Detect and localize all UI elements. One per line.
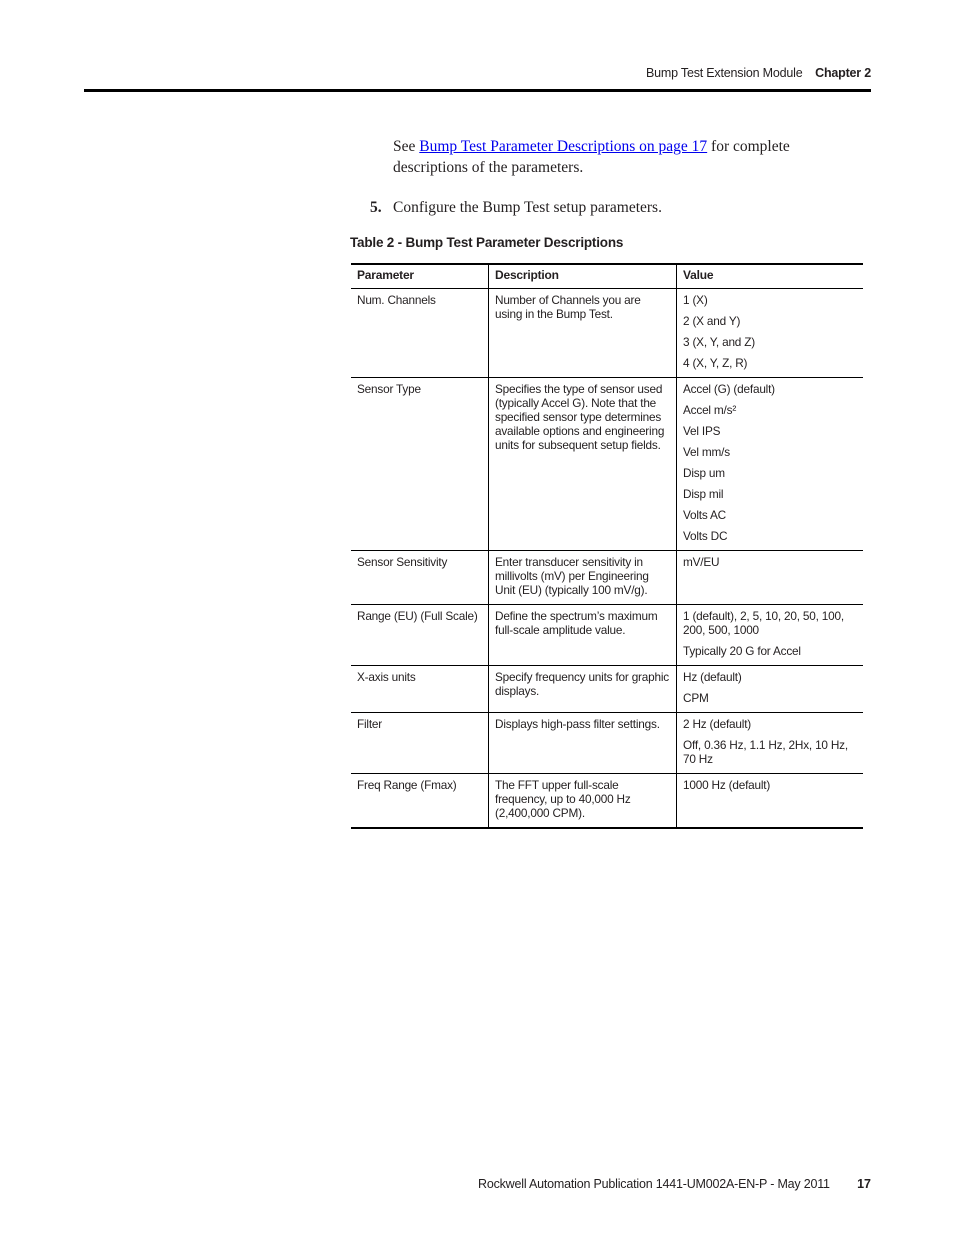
table-row [351,666,863,713]
cross-reference-link[interactable]: Bump Test Parameter Descriptions on page 17 [419,138,708,155]
value-option: 1 (X) [683,293,708,307]
value-option: 2 Hz (default) [683,717,752,731]
parameter-table [351,263,863,829]
value-option: Off, 0.36 Hz, 1.1 Hz, 2Hx, 10 Hz, 70 Hz [683,738,848,766]
description-cell: Enter transducer sensitivity in millivolts (mV) per Engineering Unit (EU) (typically 100 mV/g). [489,551,677,605]
value-option: Disp mil [683,487,724,501]
value-cell [677,713,864,774]
value-cell [677,289,864,378]
value-option: Typically 20 G for Accel [683,644,801,658]
value-option: Disp um [683,466,725,480]
value-option: Volts DC [683,529,728,543]
parameter-cell: Freq Range (Fmax) [351,774,489,829]
description-cell: Displays high-pass filter settings. [489,713,677,774]
column-header-description: Description [489,264,677,289]
value-option: Vel IPS [683,424,721,438]
value-option: Hz (default) [683,670,742,684]
intro-paragraph [393,136,823,178]
column-header-parameter: Parameter [351,264,489,289]
footer-page-number: 17 [857,1177,871,1191]
intro-prefix: See [393,138,420,155]
table-row [351,289,863,378]
description-cell: Specifies the type of sensor used (typically Accel G). Note that the specified sensor type determines available options and engineering units for subsequent setup fields. [489,378,677,551]
value-option: mV/EU [683,555,720,569]
parameter-cell: Filter [351,713,489,774]
value-cell [677,551,864,605]
value-option: 1 (default), 2, 5, 10, 20, 50, 100, 200, 500, 1000 [683,609,844,637]
table-row [351,378,863,551]
parameter-cell: Range (EU) (Full Scale) [351,605,489,666]
table-header-row [351,264,863,289]
footer-publication: Rockwell Automation Publication 1441-UM002A-EN-P - May 2011 [478,1177,830,1191]
description-cell: The FFT upper full-scale frequency, up to 40,000 Hz (2,400,000 CPM). [489,774,677,829]
table-row [351,774,863,829]
value-cell [677,774,864,829]
parameter-cell: Sensor Type [351,378,489,551]
table-row [351,605,863,666]
value-option: 4 (X, Y, Z, R) [683,356,748,370]
value-option: 1000 Hz (default) [683,778,771,792]
step-text: Configure the Bump Test setup parameters. [393,199,662,216]
value-cell [677,605,864,666]
table-row [351,713,863,774]
intro-suffix: for complete descriptions of the parameters. [393,138,790,176]
parameter-cell: Num. Channels [351,289,489,378]
parameter-cell: Sensor Sensitivity [351,551,489,605]
description-cell: Define the spectrum’s maximum full-scale amplitude value. [489,605,677,666]
value-cell [677,378,864,551]
description-cell: Number of Channels you are using in the Bump Test. [489,289,677,378]
header-rule [84,89,871,92]
value-option: Accel m/s² [683,403,737,417]
value-option: 2 (X and Y) [683,314,741,328]
procedure-step [370,197,662,218]
table-title: Table 2 - Bump Test Parameter Descriptions [350,235,624,250]
value-option: CPM [683,691,709,705]
value-option: 3 (X, Y, and Z) [683,335,755,349]
column-header-value: Value [677,264,864,289]
value-option: Vel mm/s [683,445,730,459]
value-option: Accel (G) (default) [683,382,775,396]
parameter-cell: X-axis units [351,666,489,713]
value-option: Volts AC [683,508,726,522]
description-cell: Specify frequency units for graphic displays. [489,666,677,713]
table-row [351,551,863,605]
header-chapter-label: Chapter 2 [815,66,871,80]
value-cell [677,666,864,713]
header-section-title: Bump Test Extension Module [646,66,803,80]
step-number: 5. [370,199,382,216]
